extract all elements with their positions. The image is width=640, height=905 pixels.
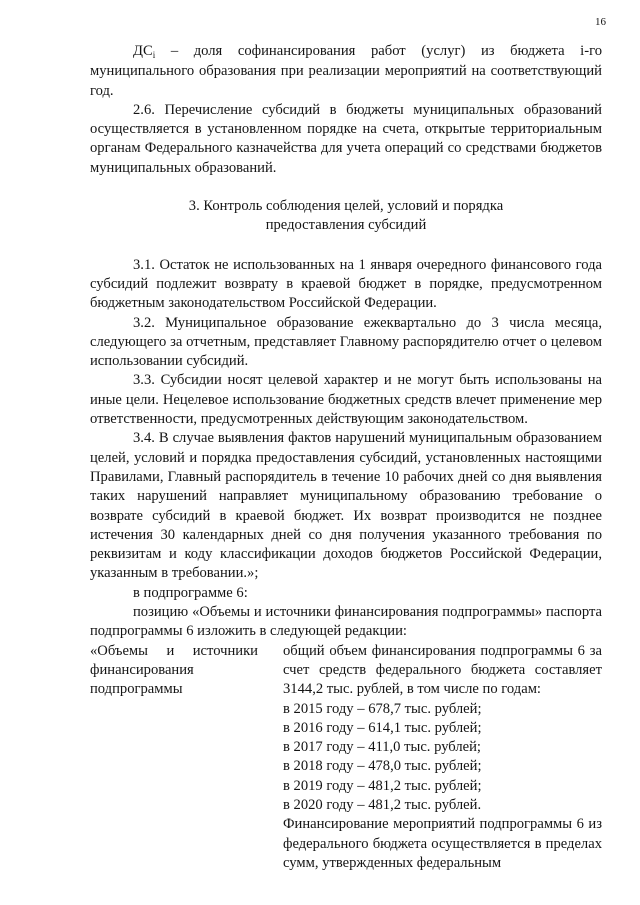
year-row: в 2017 году – 411,0 тыс. рублей; bbox=[283, 739, 481, 756]
passport-right-cell bbox=[283, 642, 602, 874]
ds-definition-text: – доля софинансирования работ (услуг) из бюджета i-го муниципального образования при реализации мероприятий на соответствующий год. bbox=[90, 43, 602, 99]
paragraph-3-3: 3.3. Субсидии носят целевой характер и не могут быть использованы на иные цели. Нецелевое использование бюджетных средств влечет применение мер ответственности, предусмотренных действующим законодательством. bbox=[90, 372, 602, 428]
paragraph-3-4: 3.4. В случае выявления фактов нарушений муниципальным образованием целей, условий и порядка предоставления субсидий, установленных настоящими Правилами, Главный распорядитель в течение 10 рабочих дней со дня выявления таких нарушений направляет муниципальному образованию требование о возврате субсидий в краевой бюджет. Их возврат производится не позднее истечения 30 календарных дней со дня получения указанного требования по реквизитам и коду классификации доходов бюджетов Российской Федерации, указанным в требовании.»; bbox=[90, 430, 602, 582]
year-row: в 2019 году – 481,2 тыс. рублей; bbox=[283, 777, 482, 794]
section-3-heading bbox=[90, 197, 602, 236]
ds-definition-paragraph bbox=[90, 42, 602, 101]
position-instruction: позицию «Объемы и источники финансирования подпрограммы» паспорта подпрограммы 6 изложить в следующей редакции: bbox=[90, 604, 602, 640]
section-3-heading-line2: предоставления субсидий bbox=[265, 217, 427, 234]
section-3-heading-line1: 3. Контроль соблюдения целей, условий и порядка bbox=[188, 198, 504, 215]
passport-financing-note: Финансирование мероприятий подпрограммы 6 из федерального бюджета осуществляется в пределах сумм, утвержденных федеральным bbox=[283, 816, 602, 871]
year-row: в 2015 году – 678,7 тыс. рублей; bbox=[283, 700, 482, 717]
passport-table bbox=[90, 642, 602, 874]
passport-total-text: общий объем финансирования подпрограммы 6 за счет средств федерального бюджета составляет 3144,2 тыс. рублей, в том числе по годам: bbox=[283, 642, 602, 698]
paragraph-3-2: 3.2. Муниципальное образование ежеквартально до 3 числа месяца, следующего за отчетным, представляет Главному распорядителю отчет о целевом использовании субсидий. bbox=[90, 314, 602, 370]
paragraph-2-6: 2.6. Перечисление субсидий в бюджеты муниципальных образований осуществляется в установленном порядке на счета, открытые территориальным органам Федерального казначейства для учета операций со средствами бюджетов муниципальных образований. bbox=[90, 101, 602, 176]
passport-years-list bbox=[283, 700, 602, 816]
year-row: в 2018 году – 478,0 тыс. рублей; bbox=[283, 758, 482, 775]
subprogram-intro: в подпрограмме 6: bbox=[133, 584, 248, 601]
year-row: в 2016 году – 614,1 тыс. рублей; bbox=[283, 719, 482, 736]
passport-left-label: «Объемы и источники финансирования подпрограммы bbox=[90, 642, 258, 698]
paragraph-3-1: 3.1. Остаток не использованных на 1 января очередного финансового года субсидий подлежит возврату в краевой бюджет в порядке, предусмотренном бюджетным законодательством Российской Федерации. bbox=[90, 256, 602, 312]
document-body bbox=[90, 42, 602, 873]
page-number: 16 bbox=[595, 16, 606, 28]
year-row: в 2020 году – 481,2 тыс. рублей. bbox=[283, 796, 482, 813]
ds-symbol: ДС bbox=[133, 43, 153, 59]
ds-subscript: i bbox=[152, 50, 156, 60]
passport-left-cell bbox=[90, 642, 258, 874]
